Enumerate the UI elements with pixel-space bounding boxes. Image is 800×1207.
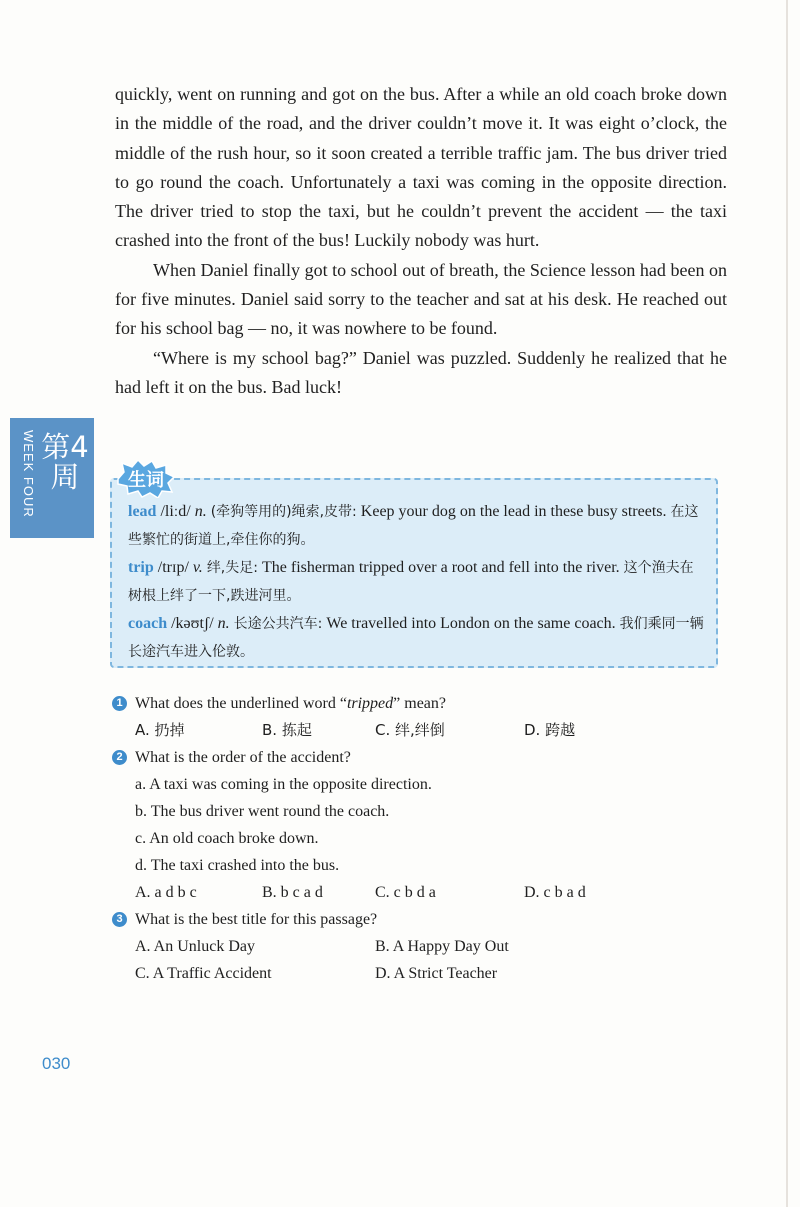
passage-paragraph-1: quickly, went on running and got on the bus. After a while an old coach broke down in the middle of the road, and the driver couldn’t move it. It was eight o’clock, the middle of the rush hour, so it soon created a terrible traffic jam. The bus driver tried to go round the coach. Unfortunately a taxi was coming in the opposite direction. The driver tried to stop the taxi, but he couldn’t prevent the accident — the taxi crashed into the front of the bus! Luckily nobody was hurt. bbox=[115, 84, 727, 251]
option-c[interactable]: C. 绊,绊倒 bbox=[375, 721, 445, 739]
passage-paragraph-2: When Daniel finally got to school out of breath, the Science lesson had been on for five minutes. Daniel said sorry to the teacher and sat at his desk. He reached out for his school bag — no, it was nowhere to be found. bbox=[115, 259, 727, 339]
vocab-word: coach bbox=[128, 615, 168, 632]
vocab-phonetic: /liːd/ bbox=[160, 503, 191, 520]
option-d[interactable]: D. A Strict Teacher bbox=[375, 965, 498, 982]
question-number-badge: 1 bbox=[112, 696, 127, 711]
vocab-meaning: 绊,失足: bbox=[206, 560, 258, 576]
vocab-entry-coach bbox=[128, 610, 706, 666]
vocabulary-badge bbox=[114, 460, 176, 498]
vocab-meaning: 长途公共汽车: bbox=[233, 616, 323, 632]
vocab-phonetic: /kəʊtʃ/ bbox=[171, 615, 214, 632]
vocab-word: trip bbox=[128, 559, 154, 576]
order-item-d: d. The taxi crashed into the bus. bbox=[135, 857, 340, 874]
vocab-entry-trip bbox=[128, 554, 706, 610]
week-tab-english: WEEK FOUR bbox=[21, 430, 36, 518]
option-b[interactable]: B. b c a d bbox=[262, 884, 323, 901]
order-item-c: c. An old coach broke down. bbox=[135, 830, 319, 847]
underlined-word: tripped bbox=[346, 695, 394, 712]
question-3-options-row-2 bbox=[112, 960, 732, 987]
option-d[interactable]: D. c b a d bbox=[524, 884, 586, 901]
reading-passage bbox=[115, 80, 727, 402]
order-item-b: b. The bus driver went round the coach. bbox=[135, 803, 390, 820]
vocab-example-cn: 我们乘同一辆长途汽车进入伦敦。 bbox=[128, 616, 704, 660]
question-1 bbox=[112, 690, 732, 717]
question-section bbox=[112, 690, 732, 987]
passage-paragraph-3: “Where is my school bag?” Daniel was puzzled. Suddenly he realized that he had left it on the bus. Bad luck! bbox=[115, 347, 727, 397]
vocab-pos: n. bbox=[217, 615, 230, 632]
order-item-a: a. A taxi was coming in the opposite direction. bbox=[135, 776, 432, 793]
week-side-tab bbox=[10, 418, 94, 538]
question-number-badge: 2 bbox=[112, 750, 127, 765]
option-a[interactable]: A. 扔掉 bbox=[135, 721, 185, 739]
question-2 bbox=[112, 744, 732, 771]
vocab-pos: v. bbox=[192, 559, 203, 576]
vocab-example-en: Keep your dog on the lead in these busy streets. bbox=[360, 503, 667, 520]
vocab-example-cn: 这个渔夫在树根上绊了一下,跌进河里。 bbox=[128, 560, 694, 604]
vocab-entry-lead bbox=[128, 498, 706, 554]
question-2-options bbox=[112, 879, 732, 906]
page-number: 030 bbox=[42, 1054, 71, 1073]
week-tab-chinese: 第4周 bbox=[41, 430, 89, 494]
question-3-options-row-1 bbox=[112, 933, 732, 960]
option-b[interactable]: B. A Happy Day Out bbox=[375, 938, 509, 955]
vocab-word: lead bbox=[128, 503, 157, 520]
question-3 bbox=[112, 906, 732, 933]
question-text-before: What does the underlined word “ bbox=[135, 695, 347, 712]
option-b[interactable]: B. 拣起 bbox=[262, 721, 312, 739]
question-1-options bbox=[112, 717, 732, 744]
vocab-example-cn: 在这些繁忙的街道上,牵住你的狗。 bbox=[128, 504, 699, 548]
vocab-phonetic: /trɪp/ bbox=[157, 559, 189, 576]
question-text-after: ” mean? bbox=[393, 695, 447, 712]
question-text: What is the order of the accident? bbox=[135, 749, 351, 766]
vocabulary-badge-label: 生词 bbox=[128, 470, 164, 491]
question-text bbox=[135, 690, 446, 717]
vocab-example-en: The fisherman tripped over a root and fell into the river. bbox=[261, 559, 620, 576]
question-text: What is the best title for this passage? bbox=[135, 911, 378, 928]
vocab-pos: n. bbox=[194, 503, 207, 520]
vocab-example-en: We travelled into London on the same coach. bbox=[326, 615, 616, 632]
option-a[interactable]: A. a d b c bbox=[135, 884, 197, 901]
vocabulary-entries bbox=[128, 498, 706, 666]
question-number-badge: 3 bbox=[112, 912, 127, 927]
vocab-meaning: (牵狗等用的)绳索,皮带: bbox=[210, 504, 357, 520]
option-c[interactable]: C. A Traffic Accident bbox=[135, 965, 272, 982]
page-edge-line bbox=[786, 0, 788, 1207]
option-c[interactable]: C. c b d a bbox=[375, 884, 436, 901]
option-d[interactable]: D. 跨越 bbox=[524, 721, 576, 739]
option-a[interactable]: A. An Unluck Day bbox=[135, 938, 255, 955]
